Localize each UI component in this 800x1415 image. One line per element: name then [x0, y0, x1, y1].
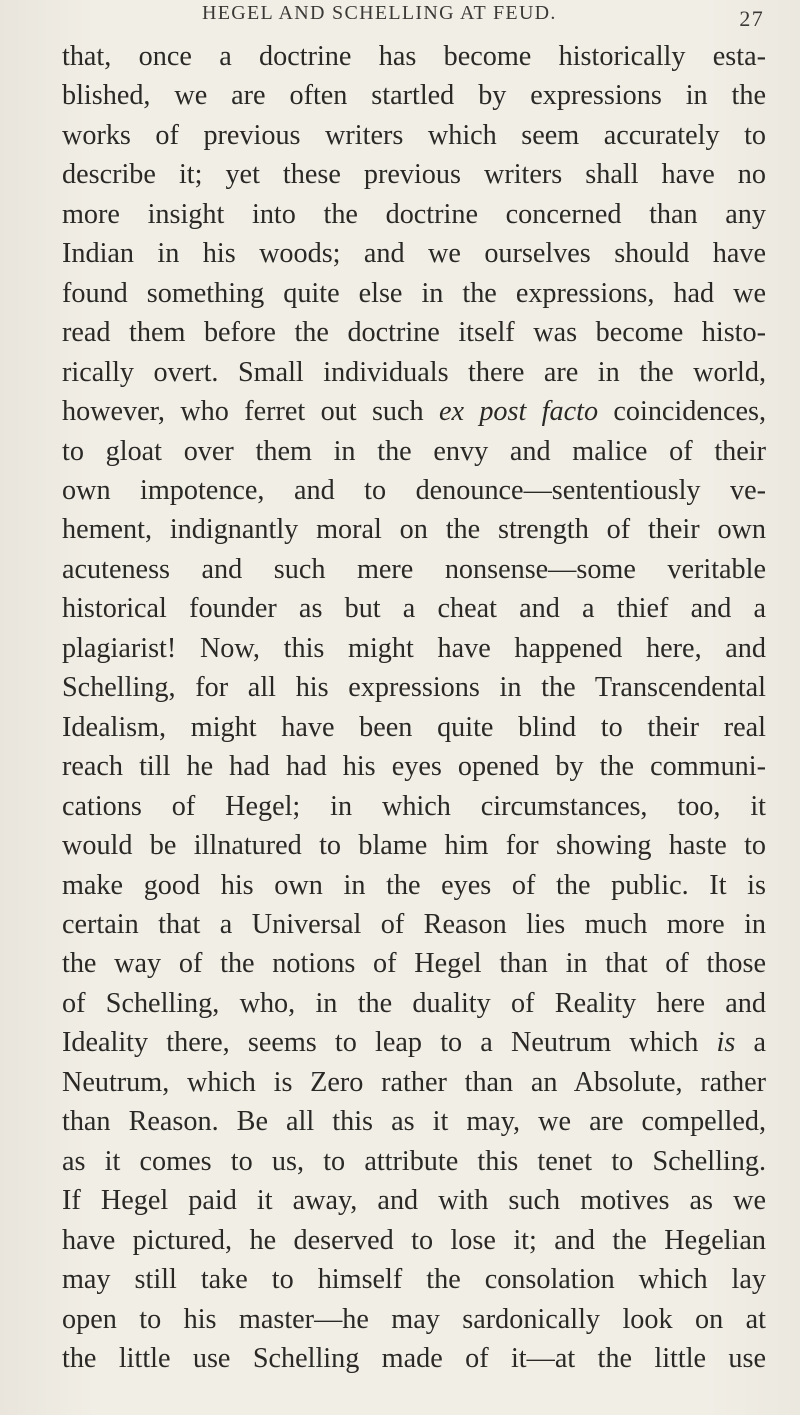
text-line: found something quite else in the expressions, had we — [62, 277, 766, 309]
text-line: of Schelling, who, in the duality of Reality here and — [62, 987, 766, 1019]
text-line: Indian in his woods; and we ourselves should have — [62, 238, 766, 270]
text-line: Idealism, might have been quite blind to their real — [62, 711, 766, 743]
text-line: Schelling, for all his expressions in the Transcendental — [62, 672, 766, 704]
running-title: HEGEL AND SCHELLING AT FEUD. — [202, 2, 557, 24]
text-line: acuteness and such mere nonsense—some veritable — [62, 553, 766, 585]
text-line: historical founder as but a cheat and a thief and a — [62, 593, 766, 625]
italic-word: is — [716, 1027, 736, 1059]
text-line: would be illnatured to blame him for showing haste to — [62, 830, 766, 862]
text-line: describe it; yet these previous writers shall have no — [62, 159, 766, 191]
italic-phrase: ex post facto — [438, 396, 599, 428]
text-line: plagiarist! Now, this might have happened here, and — [62, 632, 766, 664]
text-line: have pictured, he deserved to lose it; and the Hegelian — [62, 1224, 766, 1256]
text-line: certain that a Universal of Reason lies much more in — [62, 908, 766, 940]
running-head — [62, 0, 770, 30]
text-line: If Hegel paid it away, and with such motives as we — [62, 1185, 766, 1217]
text-line: rically overt. Small individuals there are in the world, — [62, 356, 766, 388]
text-line: Ideality there, seems to leap to a Neutrum which is a — [62, 1027, 766, 1059]
text-line: hement, indignantly moral on the strength of their own — [62, 514, 766, 546]
text-line: however, who ferret out such ex post facto coincidences, — [62, 396, 766, 428]
text-line: open to his master—he may sardonically look on at — [62, 1303, 766, 1335]
text-line: own impotence, and to denounce—sententiously ve- — [62, 474, 766, 506]
text-line: the little use Schelling made of it—at the little use — [62, 1342, 766, 1374]
text-line: make good his own in the eyes of the public. It is — [62, 869, 766, 901]
text-line: blished, we are often startled by expressions in the — [62, 80, 766, 112]
body-text — [62, 37, 766, 1378]
text-line: the way of the notions of Hegel than in that of those — [62, 948, 766, 980]
text-line: than Reason. Be all this as it may, we are compelled, — [62, 1106, 766, 1138]
page-number: 27 — [739, 6, 764, 31]
text-line: cations of Hegel; in which circumstances, too, it — [62, 790, 766, 822]
text-line: may still take to himself the consolation which lay — [62, 1264, 766, 1296]
text-line: as it comes to us, to attribute this tenet to Schelling. — [62, 1145, 766, 1177]
text-line: to gloat over them in the envy and malice of their — [62, 435, 766, 467]
text-line: reach till he had had his eyes opened by the communi- — [62, 751, 766, 783]
text-line: Neutrum, which is Zero rather than an Absolute, rather — [62, 1066, 766, 1098]
text-line: that, once a doctrine has become historically esta- — [62, 41, 766, 72]
text-line: more insight into the doctrine concerned than any — [62, 198, 766, 230]
text-line: read them before the doctrine itself was become histo- — [62, 317, 766, 349]
text-line: works of previous writers which seem accurately to — [62, 119, 766, 151]
